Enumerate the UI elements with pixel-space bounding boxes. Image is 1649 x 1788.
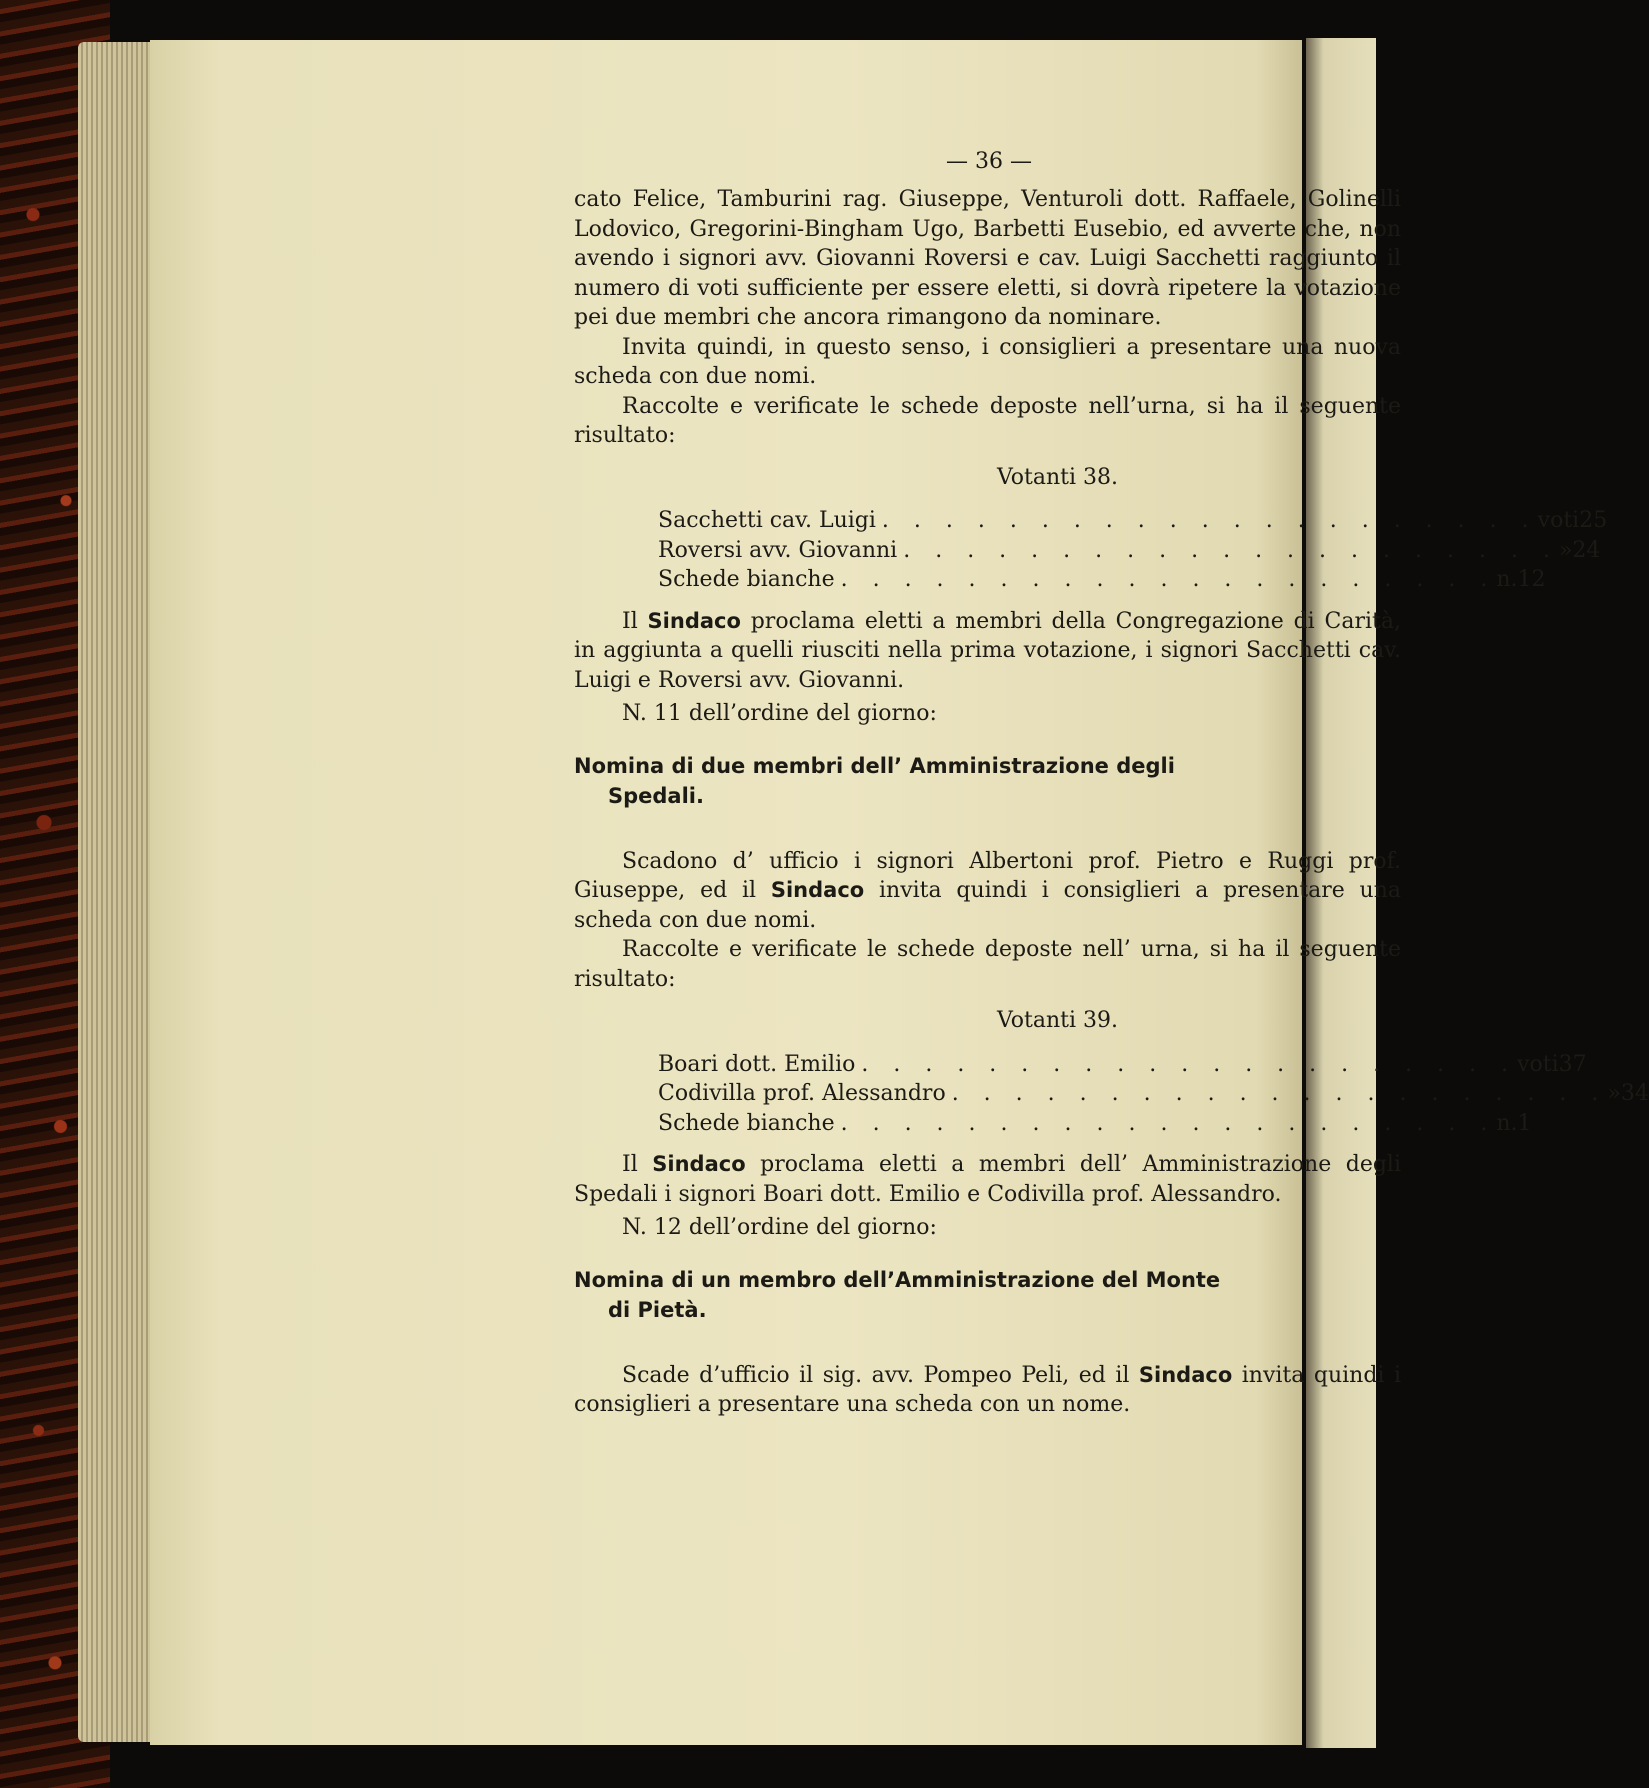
sindaco-label: Sindaco	[770, 878, 865, 902]
paragraph-8: Scade d’ufficio il sig. avv. Pompeo Peli, ed il Sindaco invita quindi i consiglieri a presentare una scheda con un nome.	[574, 1362, 1402, 1417]
sindaco-label: Sindaco	[652, 1152, 746, 1176]
agenda-item-11: N. 11 dell’ordine del giorno:	[622, 701, 937, 726]
section-heading-11: Nomina di due membri dell’ Amministrazione degli Spedali.	[574, 753, 1175, 808]
book-page	[150, 40, 1649, 1745]
page-content	[574, 149, 1649, 1420]
votanti-38: Votanti 38.	[996, 464, 1119, 490]
paragraph-6: Raccolte e verificate le schede deposte nell’ urna, si ha il seguente risultato:	[574, 937, 1401, 992]
result-row: Roversi avv. Giovanni . . . . . . . . . . . . . . . . . . . . . » 24	[658, 537, 1601, 563]
result-row: Boari dott. Emilio . . . . . . . . . . . . . . . . . . . . . voti 37	[658, 1051, 1587, 1077]
vote-results-2	[658, 1050, 1649, 1139]
vote-results-1	[658, 506, 1608, 595]
sindaco-label: Sindaco	[647, 608, 741, 633]
paragraph-7: Il Sindaco proclama eletti a membri dell’ Amministrazione degli Spedali i signori Boari dott. Emilio e Codivilla prof. Alessandro.	[574, 1152, 1401, 1207]
result-row: Schede bianche . . . . . . . . . . . . . . . . . . . . . n. 12	[658, 567, 1546, 592]
sindaco-label: Sindaco	[1138, 1362, 1233, 1387]
paragraph-3: Raccolte e verificate le schede deposte nell’urna, si ha il seguente risultato:	[574, 393, 1401, 448]
paragraph-5: Scadono d’ ufficio i signori Albertoni prof. Pietro e Ruggi prof. Giuseppe, ed il Sindaco invita quindi i consiglieri a presentare una scheda con due nomi.	[574, 848, 1401, 933]
paragraph-4: Il Sindaco proclama eletti a membri della Congregazione di Carità, in aggiunta a quelli riusciti nella prima votazione, i signori Sacchetti cav. Luigi e Roversi avv. Giovanni.	[574, 608, 1401, 693]
page-edges	[78, 42, 158, 1742]
result-row: Sacchetti cav. Luigi . . . . . . . . . . . . . . . . . . . . . voti 25	[658, 508, 1608, 533]
votanti-39: Votanti 39.	[996, 1008, 1119, 1033]
section-heading-12: Nomina di un membro dell’Amministrazione del Monte di Pietà.	[574, 1267, 1221, 1322]
result-row: Schede bianche . . . . . . . . . . . . . . . . . . . . . n. 1	[658, 1110, 1532, 1136]
page-number: — 36 —	[946, 149, 1032, 174]
paragraph-2: Invita quindi, in questo senso, i consiglieri a presentare una nuova scheda con due nomi.	[574, 334, 1401, 389]
result-row: Codivilla prof. Alessandro . . . . . . . . . . . . . . . . . . . . . » 34	[658, 1081, 1649, 1106]
paragraph-1: cato Felice, Tamburini rag. Giuseppe, Venturoli dott. Raffaele, Golinelli Lodovico, Gregorini-Bingham Ugo, Barbetti Eusebio, ed avverte che, non avendo i signori avv. Giovanni Roversi e cav. Luigi Sacchetti raggiunto il numero di voti sufficiente per essere eletti, si dovrà ripetere la votazione pei due membri che ancora rimangono da nominare.	[574, 187, 1401, 330]
agenda-item-12: N. 12 dell’ordine del giorno:	[622, 1215, 937, 1240]
